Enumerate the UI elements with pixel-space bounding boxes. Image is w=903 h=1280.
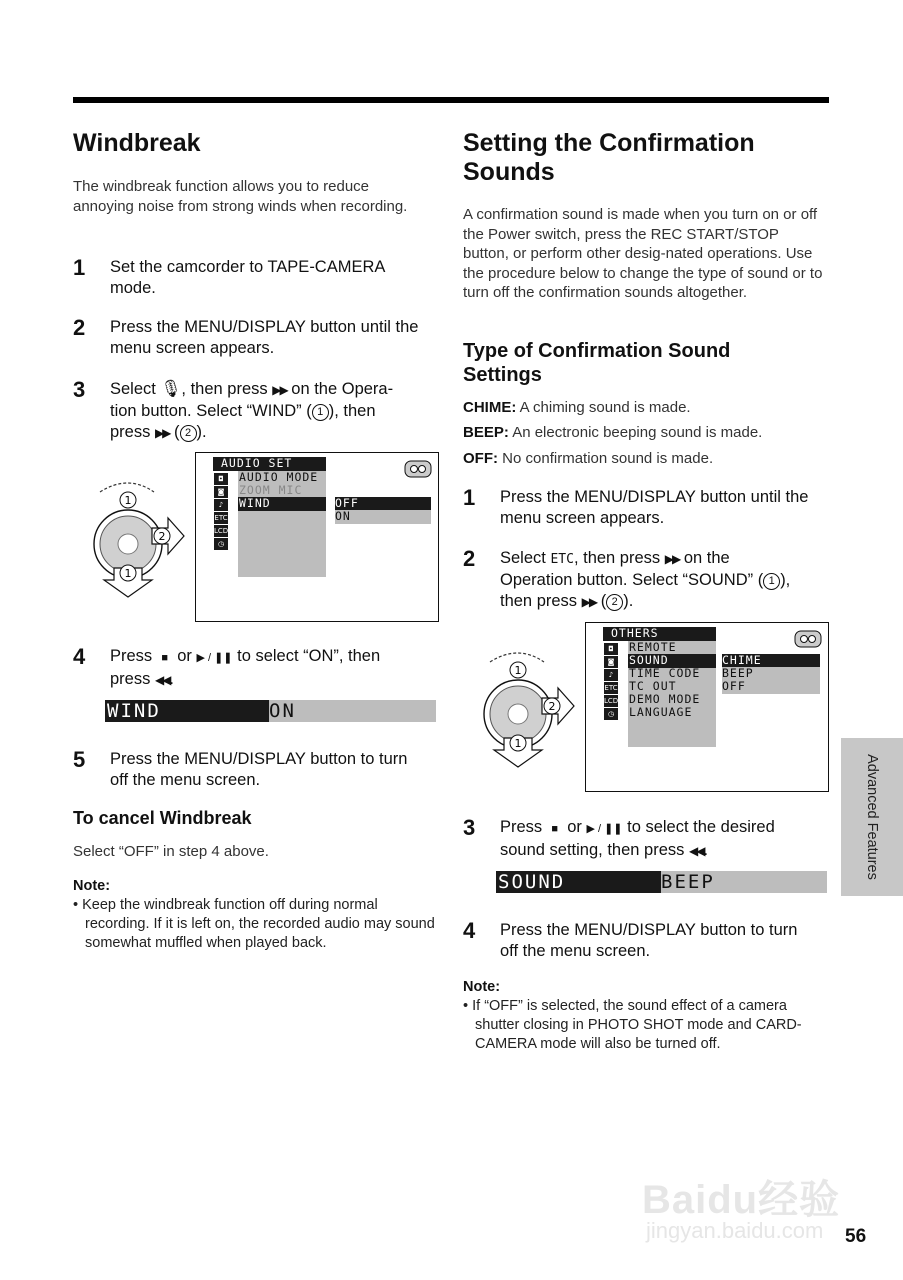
photo-camera-icon: ◙ (604, 656, 618, 668)
def-off: OFF: No confirmation sound is made. (463, 450, 714, 467)
option-on: ON (335, 510, 431, 524)
mic-icon: ♪ (214, 499, 228, 511)
callout-1-icon: 1 (312, 404, 329, 421)
fast-forward-icon: ▶▶ (272, 383, 287, 397)
svg-text:1: 1 (514, 737, 522, 750)
mic-icon: 🎙 (160, 380, 182, 398)
fast-forward-icon: ▶▶ (154, 426, 170, 440)
play-pause-icon: ▶ / ❚❚ (196, 652, 233, 664)
def-chime: CHIME: A chiming sound is made. (463, 399, 691, 416)
cassette-icon (404, 460, 432, 478)
svg-text:1: 1 (124, 494, 132, 507)
menu-item-time-code: TIME CODE (629, 666, 701, 680)
menu-item-sound: SOUND (628, 654, 716, 668)
sound-settings-subtitle: Type of Confirmation Sound Settings (463, 340, 731, 386)
wind-display-value: ON (269, 700, 436, 722)
note-text: • If “OFF” is selected, the sound effect of a camera shutter closing in PHOTO SHOT mode and CARD-CAMERA mode will also be turned off. (463, 998, 802, 1052)
camera-icon: ◘ (214, 473, 228, 485)
confirmation-title-line2: Sounds (463, 158, 555, 186)
def-beep: BEEP: An electronic beeping sound is made. (463, 424, 763, 441)
audio-set-menu-screen (195, 452, 439, 622)
baidu-watermark-logo: Baidu经验 (642, 1178, 841, 1222)
menu-header: AUDIO SET (213, 457, 326, 471)
cassette-icon (794, 630, 822, 648)
menu-header: OTHERS (603, 627, 716, 641)
menu-item-demo-mode: DEMO MODE (629, 692, 701, 706)
stop-icon: ■ (551, 823, 559, 835)
fast-forward-icon: ▶▶ (581, 595, 597, 609)
etc-icon: ETC (550, 552, 574, 567)
svg-text:1: 1 (124, 567, 132, 580)
svg-text:2: 2 (548, 700, 556, 713)
section-tab: Advanced Features (841, 738, 903, 896)
page-number: 56 (845, 1226, 867, 1247)
lcd-icon: LCD (214, 527, 229, 535)
callout-2-icon: 2 (180, 425, 197, 442)
confirmation-intro: A confirmation sound is made when you turn on or off the Power switch, press the REC START/STOP button, or perform other desig-nated operations. Use the procedure below to change the type of sound or to turn off the confirmation sounds altogether. (463, 206, 823, 301)
menu-item-wind: WIND (238, 497, 326, 511)
stop-icon: ■ (161, 652, 169, 664)
rewind-icon: ◀◀ (688, 844, 704, 858)
windbreak-title: Windbreak (73, 129, 201, 157)
operation-button-diagram (478, 646, 578, 768)
svg-text:1: 1 (514, 664, 522, 677)
note-title: Note: (73, 878, 111, 894)
sound-display-label: SOUND (496, 871, 663, 893)
lcd-icon: LCD (604, 697, 619, 705)
note-title: Note: (463, 979, 501, 995)
option-off: OFF (722, 680, 820, 694)
wind-display-label: WIND (105, 700, 271, 722)
menu-item-audio-mode: AUDIO MODE (239, 470, 319, 484)
menu-item-remote: REMOTE (629, 640, 677, 654)
option-off: OFF (335, 497, 431, 511)
callout-1-icon: 1 (763, 573, 780, 590)
cancel-windbreak-title: To cancel Windbreak (73, 808, 252, 828)
svg-text:2: 2 (158, 530, 166, 543)
clock-icon: ◷ (214, 538, 228, 550)
confirmation-title-line1: Setting the Confirmation (463, 129, 755, 157)
header-rule (73, 97, 829, 103)
sound-display-value: BEEP (661, 871, 827, 893)
others-menu-screen (585, 622, 829, 792)
menu-item-zoom-mic: ZOOM MIC (239, 483, 303, 497)
photo-camera-icon: ◙ (214, 486, 228, 498)
play-pause-icon: ▶ / ❚❚ (586, 823, 623, 835)
baidu-watermark-url: jingyan.baidu.com (646, 1218, 824, 1243)
windbreak-intro: The windbreak function allows you to reduce annoying noise from strong winds when recording. (73, 178, 408, 215)
operation-button-diagram (88, 476, 188, 598)
menu-item-tc-out: TC OUT (629, 679, 677, 693)
note-text: • Keep the windbreak function off during normal recording. If it is left on, the recorded audio may sound somewhat muffled when played back. (73, 897, 435, 951)
mic-icon: ♪ (604, 669, 618, 681)
menu-item-language: LANGUAGE (629, 705, 693, 719)
cancel-windbreak-text: Select “OFF” in step 4 above. (73, 843, 269, 860)
option-beep: BEEP (722, 667, 820, 681)
etc-icon: ETC (214, 514, 228, 522)
etc-icon: ETC (604, 684, 618, 692)
rewind-icon: ◀◀ (154, 673, 170, 687)
callout-2-icon: 2 (606, 594, 623, 611)
option-chime: CHIME (722, 654, 820, 668)
fast-forward-icon: ▶▶ (664, 552, 680, 566)
clock-icon: ◷ (604, 708, 618, 720)
camera-icon: ◘ (604, 643, 618, 655)
